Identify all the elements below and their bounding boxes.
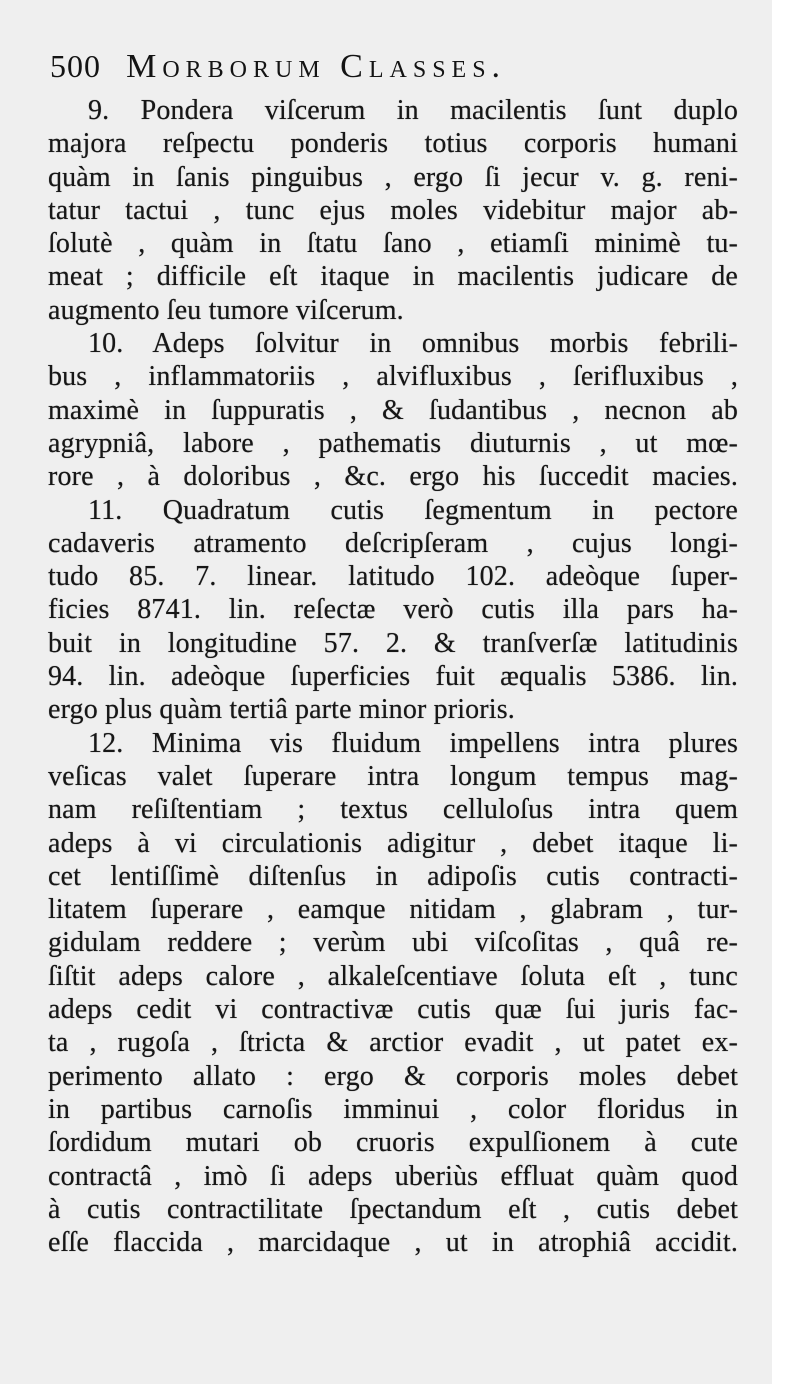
body-text	[48, 94, 738, 1259]
text-line: in partibus carnoſis imminui , color floridus in	[48, 1093, 738, 1125]
text-line: contractâ , imò ſi adeps uberiùs effluat quàm quod	[48, 1160, 738, 1192]
text-line: ta , rugoſa , ſtricta & arctior evadit , ut patet ex-	[48, 1027, 738, 1059]
text-line: adeps à vi circulationis adigitur , debet itaque li-	[48, 827, 738, 859]
text-line: maximè in ſuppuratis , & ſudantibus , necnon ab	[48, 394, 738, 426]
text-line: ergo plus quàm tertiâ parte minor prioris.	[48, 694, 515, 726]
text-line: quàm in ſanis pinguibus , ergo ſi jecur v. g. reni-	[48, 161, 738, 193]
text-line: meat ; difficile eſt itaque in macilentis judicare de	[48, 261, 738, 293]
running-title: Morborum Classes.	[126, 48, 507, 85]
text-line: 94. lin. adeòque ſuperficies fuit æqualis 5386. lin.	[48, 661, 738, 693]
text-line: ſiſtit adeps calore , alkaleſcentiave ſoluta eſt , tunc	[48, 960, 738, 992]
text-line: 12. Minima vis fluidum impellens intra plures	[88, 727, 738, 759]
text-line: ſordidum mutari ob cruoris expulſionem à cute	[48, 1127, 738, 1159]
text-line: eſſe flaccida , marcidaque , ut in atrophiâ accidit.	[48, 1227, 738, 1259]
text-line: 11. Quadratum cutis ſegmentum in pectore	[88, 494, 738, 526]
text-line: veſicas valet ſuperare intra longum tempus mag-	[48, 760, 738, 792]
text-line: perimento allato : ergo & corporis moles debet	[48, 1060, 738, 1092]
text-line: agrypniâ, labore , pathematis diuturnis , ut mœ-	[48, 427, 738, 459]
text-line: nam reſiſtentiam ; textus celluloſus intra quem	[48, 794, 738, 826]
page-margin-strip	[772, 0, 800, 1384]
text-line: ficies 8741. lin. reſectæ verò cutis illa pars ha-	[48, 594, 738, 626]
text-line: tatur tactui , tunc ejus moles videbitur major ab-	[48, 194, 738, 226]
text-line: gidulam reddere ; verùm ubi viſcoſitas , quâ re-	[48, 927, 738, 959]
text-line: ſolutè , quàm in ſtatu ſano , etiamſi minimè tu-	[48, 228, 738, 260]
text-line: tudo 85. 7. linear. latitudo 102. adeòque ſuper-	[48, 561, 738, 593]
text-line: 10. Adeps ſolvitur in omnibus morbis febrili-	[88, 328, 738, 360]
text-line: cadaveris atramento deſcripſeram , cujus longi-	[48, 527, 738, 559]
text-line: à cutis contractilitate ſpectandum eſt , cutis debet	[48, 1193, 738, 1225]
text-line: rore , à doloribus , &c. ergo his ſuccedit macies.	[48, 461, 738, 493]
text-line: litatem ſuperare , eamque nitidam , glabram , tur-	[48, 894, 738, 926]
text-line: cet lentiſſimè diſtenſus in adipoſis cutis contracti-	[48, 860, 738, 892]
text-line: augmento ſeu tumore viſcerum.	[48, 294, 404, 326]
text-line: buit in longitudine 57. 2. & tranſverſæ latitudinis	[48, 627, 738, 659]
page-number: 500	[50, 48, 101, 84]
text-line: bus , inflammatoriis , alvifluxibus , ſerifluxibus ,	[48, 361, 738, 393]
text-line: adeps cedit vi contractivæ cutis quæ ſui juris fac-	[48, 994, 738, 1026]
text-line: 9. Pondera viſcerum in macilentis ſunt duplo	[88, 95, 738, 126]
running-head	[50, 48, 670, 92]
text-line: majora reſpectu ponderis totius corporis humani	[48, 128, 738, 160]
